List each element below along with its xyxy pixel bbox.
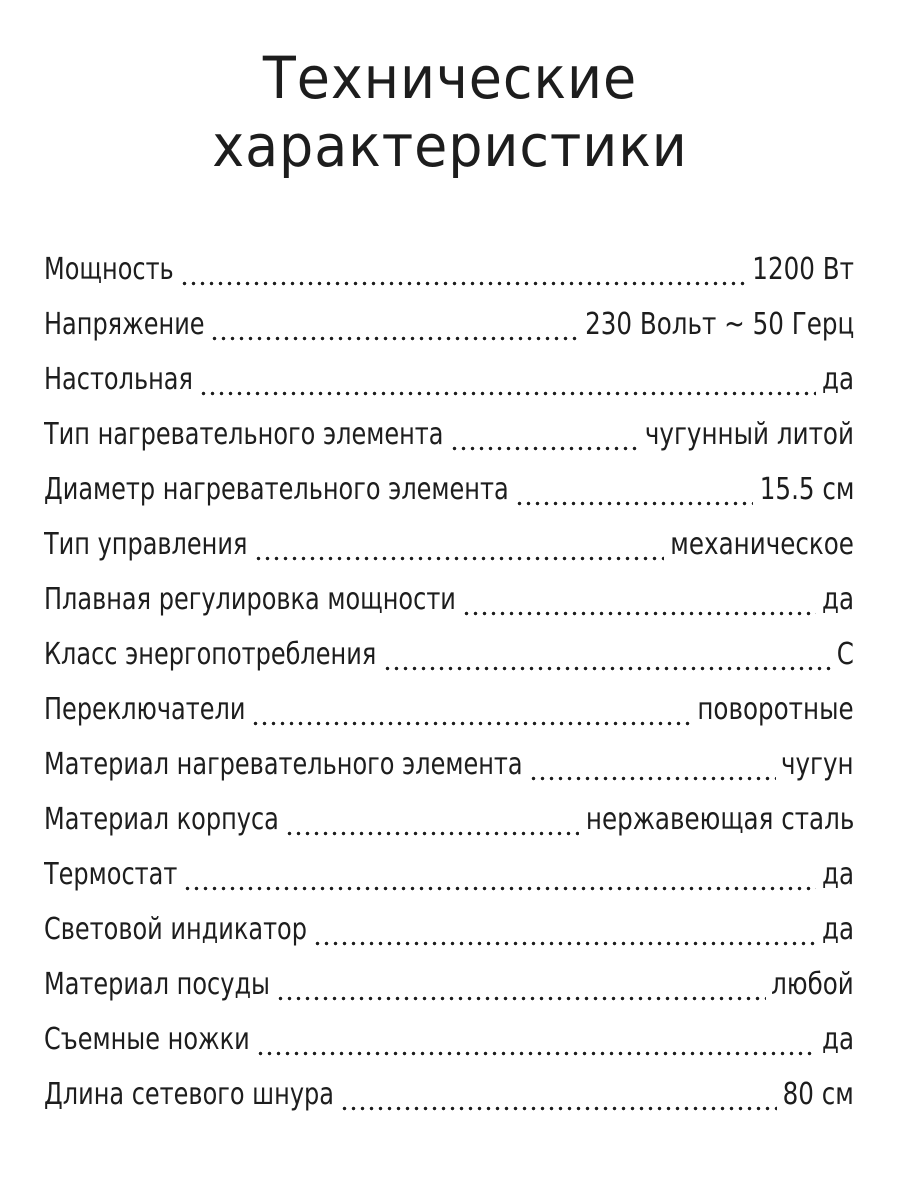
dot-leader (254, 525, 665, 565)
spec-value: поворотные (697, 692, 854, 727)
spec-label: Настольная (44, 362, 193, 397)
spec-value: 15.5 см (759, 472, 854, 507)
spec-row-switches (44, 675, 854, 730)
spec-value: механическое (670, 527, 854, 562)
dot-leader (450, 415, 639, 455)
spec-label: Длина сетевого шнура (44, 1077, 334, 1112)
spec-value: да (821, 362, 854, 397)
dot-leader (276, 965, 765, 1005)
dot-leader (462, 580, 816, 620)
dot-leader (529, 745, 776, 785)
spec-row-heating-element-diameter (44, 455, 854, 510)
spec-label: Переключатели (44, 692, 246, 727)
page-title (32, 44, 869, 180)
dot-leader (383, 635, 831, 675)
spec-value: да (821, 857, 854, 892)
spec-row-cord-length (44, 1060, 854, 1115)
spec-row-energy-class (44, 620, 854, 675)
spec-label: Материал корпуса (44, 802, 279, 837)
dot-leader (210, 305, 578, 345)
dot-leader (285, 800, 580, 840)
spec-row-smooth-power-control (44, 565, 854, 620)
spec-value: С (836, 637, 854, 672)
spec-label: Съемные ножки (44, 1022, 250, 1057)
page-title-line-2: характеристики (212, 112, 688, 180)
spec-value: да (821, 912, 854, 947)
spec-label: Напряжение (44, 307, 205, 342)
dot-leader (183, 855, 816, 895)
spec-row-tabletop (44, 345, 854, 400)
spec-row-cookware-material (44, 950, 854, 1005)
spec-value: да (821, 1022, 854, 1057)
spec-row-thermostat (44, 840, 854, 895)
spec-value: чугунный литой (644, 417, 854, 452)
dot-leader (515, 470, 753, 510)
spec-value: нержавеющая сталь (585, 802, 854, 837)
spec-value: 230 Вольт ~ 50 Герц (584, 307, 854, 342)
spec-row-voltage (44, 290, 854, 345)
dot-leader (251, 690, 692, 730)
spec-value: любой (771, 967, 854, 1002)
spec-label: Плавная регулировка мощности (44, 582, 456, 617)
spec-label: Тип управления (44, 527, 248, 562)
spec-label: Материал нагревательного элемента (44, 747, 523, 782)
dot-leader (180, 250, 747, 290)
dot-leader (340, 1075, 776, 1115)
spec-label: Мощность (44, 252, 174, 287)
spec-label: Термостат (44, 857, 178, 892)
spec-value: 80 см (782, 1077, 854, 1112)
spec-row-removable-legs (44, 1005, 854, 1060)
spec-label: Световой индикатор (44, 912, 307, 947)
spec-row-body-material (44, 785, 854, 840)
spec-label: Тип нагревательного элемента (44, 417, 444, 452)
spec-row-heating-element-material (44, 730, 854, 785)
page-title-line-1: Технические (262, 44, 638, 112)
spec-label: Диаметр нагревательного элемента (44, 472, 509, 507)
dot-leader (256, 1020, 816, 1060)
spec-label: Материал посуды (44, 967, 270, 1002)
spec-row-control-type (44, 510, 854, 565)
spec-label: Класс энергопотребления (44, 637, 377, 672)
spec-value: 1200 Вт (752, 252, 854, 287)
dot-leader (199, 360, 816, 400)
spec-row-power (44, 235, 854, 290)
spec-row-indicator-light (44, 895, 854, 950)
spec-value: да (821, 582, 854, 617)
dot-leader (313, 910, 816, 950)
spec-list (44, 235, 854, 1115)
spec-row-heating-element-type (44, 400, 854, 455)
spec-value: чугун (781, 747, 854, 782)
